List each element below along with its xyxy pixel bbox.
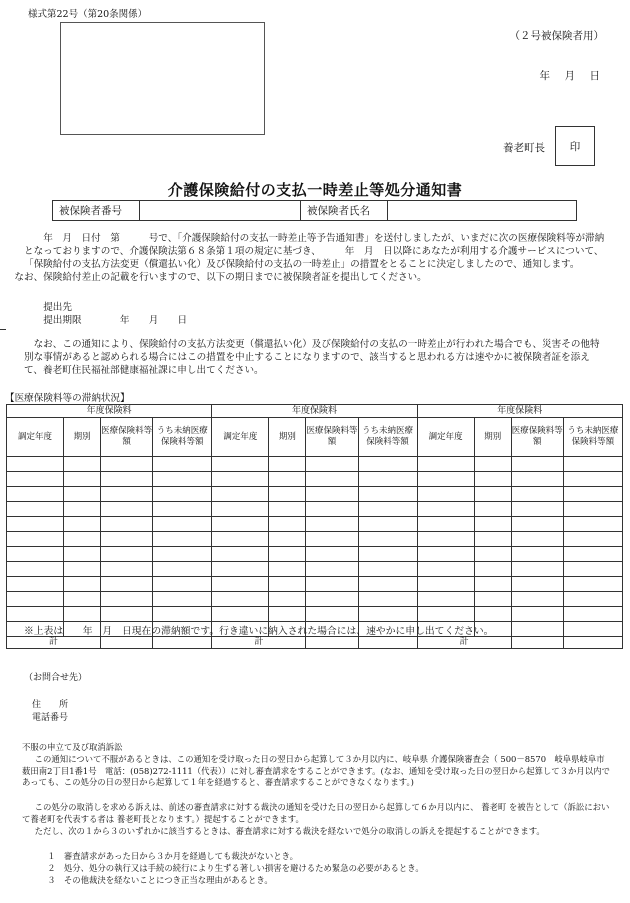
table-row bbox=[7, 457, 623, 472]
table-cell bbox=[358, 457, 417, 472]
table-cell bbox=[358, 517, 417, 532]
notice-paragraph-1b: なお、保険給付差止の記載を行いますので、以下の期日までに被保険者証を提出してください。 bbox=[14, 272, 427, 283]
table-cell bbox=[269, 457, 306, 472]
table-cell bbox=[306, 592, 358, 607]
table-cell bbox=[474, 607, 511, 622]
table-cell bbox=[306, 577, 358, 592]
table-cell bbox=[212, 532, 269, 547]
notice-paragraph-2: なお、この通知により、保険給付の支払方法変更（償還払い化）及び保険給付の支払の一時差止が行われた場合でも、災害その他特別な事情があると認められる場合にはこの措置を中止することになりますので、該当すると思われる方は速やかに被保険者証を添えて、養老町住民福祉部健康福祉課に申し出てください。 bbox=[24, 339, 600, 376]
table-cell bbox=[511, 592, 563, 607]
table-cell bbox=[269, 502, 306, 517]
table-cell bbox=[212, 487, 269, 502]
table-cell bbox=[417, 562, 474, 577]
appeal-item-1: １ 審査請求があった日から３か月を経過しても裁決がないとき。 bbox=[47, 851, 299, 861]
table-cell bbox=[511, 577, 563, 592]
table-cell bbox=[358, 607, 417, 622]
table-cell bbox=[358, 562, 417, 577]
table-cell bbox=[474, 457, 511, 472]
table-cell bbox=[153, 487, 212, 502]
column-header: 調定年度 bbox=[417, 418, 474, 457]
table-cell bbox=[417, 532, 474, 547]
table-row bbox=[7, 532, 623, 547]
table-cell bbox=[153, 517, 212, 532]
table-cell bbox=[7, 592, 64, 607]
table-cell bbox=[358, 532, 417, 547]
table-cell bbox=[563, 532, 622, 547]
table-cell bbox=[511, 457, 563, 472]
table-cell bbox=[417, 517, 474, 532]
table-cell bbox=[269, 607, 306, 622]
table-cell bbox=[417, 577, 474, 592]
table-cell bbox=[563, 547, 622, 562]
table-cell bbox=[64, 457, 101, 472]
table-cell bbox=[563, 562, 622, 577]
table-cell bbox=[212, 562, 269, 577]
table-cell bbox=[474, 532, 511, 547]
table-cell bbox=[269, 547, 306, 562]
table-cell bbox=[563, 607, 622, 622]
table-cell bbox=[64, 517, 101, 532]
table-cell bbox=[306, 487, 358, 502]
table-cell bbox=[474, 472, 511, 487]
table-cell bbox=[153, 502, 212, 517]
group-header-1: 年度保険料 bbox=[7, 405, 212, 418]
appeal-heading: 不服の申立て及び取消訴訟 bbox=[22, 742, 123, 752]
insured-number-value bbox=[140, 201, 301, 221]
table-cell bbox=[212, 472, 269, 487]
column-header: 調定年度 bbox=[7, 418, 64, 457]
table-cell bbox=[7, 577, 64, 592]
table-cell bbox=[306, 532, 358, 547]
table-cell bbox=[101, 502, 153, 517]
table-cell bbox=[7, 487, 64, 502]
table-cell bbox=[212, 592, 269, 607]
table-cell bbox=[64, 547, 101, 562]
column-header: うち未納医療保険料等額 bbox=[358, 418, 417, 457]
table-cell bbox=[64, 502, 101, 517]
table-cell bbox=[212, 577, 269, 592]
margin-mark bbox=[0, 329, 6, 330]
table-cell bbox=[306, 457, 358, 472]
column-header: 期別 bbox=[269, 418, 306, 457]
total-label: 計 bbox=[212, 637, 306, 649]
table-cell bbox=[474, 592, 511, 607]
notice-paragraph-1: 年 月 日付 第 号で、「介護保険給付の支払一時差止等予告通知書」を送付しましたが、いまだに次の医療保険料等が滞納となっておりますので、介護保険法第６８条第１項の規定に基づき、 年 月 日以降にあなたが利用する介護サービスについて、「保険給付の支払方法変更（償還払い化）及び保険給付の支払の一時差止」の措置をとることに決定しましたので、通知します。 なお、保険給付差止の記載を行いますので、以下の期日までに被保険者証を提出してください。 bbox=[14, 233, 605, 283]
table-row bbox=[7, 487, 623, 502]
table-cell bbox=[563, 457, 622, 472]
insured-info-table bbox=[52, 200, 577, 221]
table-cell bbox=[511, 472, 563, 487]
column-header: うち未納医療保険料等額 bbox=[563, 418, 622, 457]
table-cell bbox=[511, 622, 563, 637]
table-cell bbox=[269, 577, 306, 592]
table-cell bbox=[101, 562, 153, 577]
table-cell bbox=[511, 607, 563, 622]
table-cell bbox=[563, 487, 622, 502]
address-window-box bbox=[60, 22, 265, 135]
table-cell bbox=[7, 457, 64, 472]
table-cell bbox=[101, 517, 153, 532]
table-cell bbox=[358, 577, 417, 592]
table-cell bbox=[64, 532, 101, 547]
table-cell bbox=[417, 487, 474, 502]
table-cell bbox=[212, 517, 269, 532]
table-cell bbox=[306, 472, 358, 487]
table-cell bbox=[474, 577, 511, 592]
table-cell bbox=[563, 592, 622, 607]
table-cell bbox=[101, 472, 153, 487]
issue-date: 年 月 日 bbox=[539, 70, 602, 82]
table-cell bbox=[563, 517, 622, 532]
table-cell bbox=[306, 547, 358, 562]
table-cell bbox=[64, 487, 101, 502]
table-cell bbox=[64, 562, 101, 577]
table-cell bbox=[7, 502, 64, 517]
table-cell bbox=[64, 577, 101, 592]
total-amount-cell bbox=[306, 637, 358, 649]
table-cell bbox=[511, 547, 563, 562]
issuer-name: 養老町長 bbox=[503, 142, 545, 154]
table-cell bbox=[7, 547, 64, 562]
table-cell bbox=[153, 577, 212, 592]
table-cell bbox=[7, 472, 64, 487]
table-cell bbox=[212, 547, 269, 562]
group-header-3: 年度保険料 bbox=[417, 405, 622, 418]
total-unpaid-cell bbox=[563, 637, 622, 649]
total-amount-cell bbox=[101, 637, 153, 649]
document-title: 介護保険給付の支払一時差止等処分通知書 bbox=[167, 181, 463, 199]
table-cell bbox=[7, 607, 64, 622]
table-cell bbox=[269, 592, 306, 607]
table-cell bbox=[358, 502, 417, 517]
table-cell bbox=[153, 472, 212, 487]
table-cell bbox=[358, 547, 417, 562]
table-cell bbox=[7, 517, 64, 532]
table-cell bbox=[212, 502, 269, 517]
table-cell bbox=[474, 502, 511, 517]
table-cell bbox=[212, 457, 269, 472]
column-header: うち未納医療保険料等額 bbox=[153, 418, 212, 457]
table-cell bbox=[64, 607, 101, 622]
table-cell bbox=[511, 532, 563, 547]
insured-number-label: 被保険者番号 bbox=[53, 201, 140, 221]
table-cell bbox=[153, 562, 212, 577]
table-cell bbox=[306, 517, 358, 532]
contact-heading: （お問合せ先） bbox=[24, 673, 88, 683]
table-cell bbox=[306, 562, 358, 577]
submit-to-label: 提出先 bbox=[43, 302, 72, 313]
total-label: 計 bbox=[7, 637, 101, 649]
table-cell bbox=[474, 487, 511, 502]
table-cell bbox=[101, 547, 153, 562]
column-header: 医療保険料等額 bbox=[306, 418, 358, 457]
table-cell bbox=[511, 502, 563, 517]
appeal-paragraph-3: ただし、次の１から３のいずれかに該当するときは、審査請求に対する裁決を経ないで処分の取消しの訴えを提起することができます。 bbox=[34, 826, 545, 836]
insured-name-value bbox=[388, 201, 577, 221]
table-row bbox=[7, 607, 623, 622]
table-cell bbox=[417, 472, 474, 487]
table-cell bbox=[417, 547, 474, 562]
table-cell bbox=[474, 562, 511, 577]
table-row bbox=[7, 562, 623, 577]
column-header: 医療保険料等額 bbox=[511, 418, 563, 457]
total-label: 計 bbox=[417, 637, 511, 649]
table-cell bbox=[417, 607, 474, 622]
table-cell bbox=[269, 517, 306, 532]
table-cell bbox=[7, 562, 64, 577]
status-table-heading: 【医療保険料等の滞納状況】 bbox=[5, 393, 130, 404]
arrears-status-table bbox=[6, 404, 623, 649]
table-cell bbox=[474, 517, 511, 532]
column-header: 調定年度 bbox=[212, 418, 269, 457]
table-cell bbox=[153, 547, 212, 562]
total-amount-cell bbox=[511, 637, 563, 649]
table-cell bbox=[563, 502, 622, 517]
table-cell bbox=[212, 607, 269, 622]
table-cell bbox=[269, 472, 306, 487]
table-cell bbox=[358, 472, 417, 487]
table-cell bbox=[269, 532, 306, 547]
total-unpaid-cell bbox=[358, 637, 417, 649]
appeal-paragraph-2: この処分の取消しを求める訴えは、前述の審査請求に対する裁決の通知を受けた日の翌日から起算して６か月以内に、 養老町 を被告として（訴訟において養老町を代表する者は 養老町長となります。）提起することができます。 bbox=[22, 802, 610, 824]
table-cell bbox=[101, 457, 153, 472]
submit-deadline: 提出期限 年 月 日 bbox=[43, 315, 188, 326]
appeal-item-3: ３ その他裁決を経ないことにつき正当な理由があるとき。 bbox=[47, 875, 273, 885]
table-row bbox=[7, 502, 623, 517]
insured-type-label: （２号被保険者用） bbox=[509, 30, 604, 42]
table-cell bbox=[269, 562, 306, 577]
table-cell bbox=[153, 607, 212, 622]
form-number: 様式第22号（第20条関係） bbox=[28, 9, 148, 20]
table-row bbox=[7, 547, 623, 562]
table-cell bbox=[358, 487, 417, 502]
table-cell bbox=[563, 577, 622, 592]
table-cell bbox=[358, 592, 417, 607]
table-cell bbox=[563, 472, 622, 487]
table-footnote: ※上表は 年 月 日現在の滞納額です。行き違いに納入された場合には、速やかに申し出てください。 bbox=[24, 626, 494, 637]
table-cell bbox=[511, 562, 563, 577]
insured-name-label: 被保険者氏名 bbox=[301, 201, 388, 221]
table-cell bbox=[153, 532, 212, 547]
table-cell bbox=[417, 502, 474, 517]
table-cell bbox=[511, 487, 563, 502]
table-cell bbox=[64, 472, 101, 487]
table-cell bbox=[101, 592, 153, 607]
table-row bbox=[7, 592, 623, 607]
table-cell bbox=[64, 592, 101, 607]
table-cell bbox=[101, 607, 153, 622]
total-unpaid-cell bbox=[153, 637, 212, 649]
table-cell bbox=[269, 487, 306, 502]
appeal-item-2: ２ 処分、処分の執行又は手続の続行により生ずる著しい損害を避けるため緊急の必要があるとき。 bbox=[47, 863, 424, 873]
table-cell bbox=[474, 547, 511, 562]
column-header: 医療保険料等額 bbox=[101, 418, 153, 457]
group-header-2: 年度保険料 bbox=[212, 405, 417, 418]
appeal-paragraph-1: この通知について不服があるときは、この通知を受け取った日の翌日から起算して３か月以内に、岐阜県 介護保険審査会（ 500－8570 岐阜県岐阜市薮田南2丁目1番1号 電話：(058)272-1111（代表））に対し審査請求をすることができます。(なお、通知を受け取った日の翌日から起算して３か月以内であっても、この処分の日の翌日から起算して１年を経過すると、審査請求することができなくなります。) bbox=[22, 754, 610, 788]
table-cell bbox=[101, 532, 153, 547]
seal-box bbox=[555, 126, 595, 166]
table-row bbox=[7, 577, 623, 592]
table-cell bbox=[511, 517, 563, 532]
table-cell bbox=[306, 502, 358, 517]
contact-address-label: 住 所 bbox=[32, 700, 69, 710]
table-row bbox=[7, 472, 623, 487]
table-cell bbox=[153, 457, 212, 472]
table-cell bbox=[417, 457, 474, 472]
contact-phone-label: 電話番号 bbox=[32, 713, 69, 723]
column-header: 期別 bbox=[64, 418, 101, 457]
table-cell bbox=[7, 532, 64, 547]
table-cell bbox=[563, 622, 622, 637]
table-row bbox=[7, 517, 623, 532]
table-cell bbox=[417, 592, 474, 607]
table-cell bbox=[101, 487, 153, 502]
column-header: 期別 bbox=[474, 418, 511, 457]
seal-label: 印 bbox=[569, 140, 581, 153]
table-cell bbox=[101, 577, 153, 592]
table-cell bbox=[153, 592, 212, 607]
table-cell bbox=[306, 607, 358, 622]
